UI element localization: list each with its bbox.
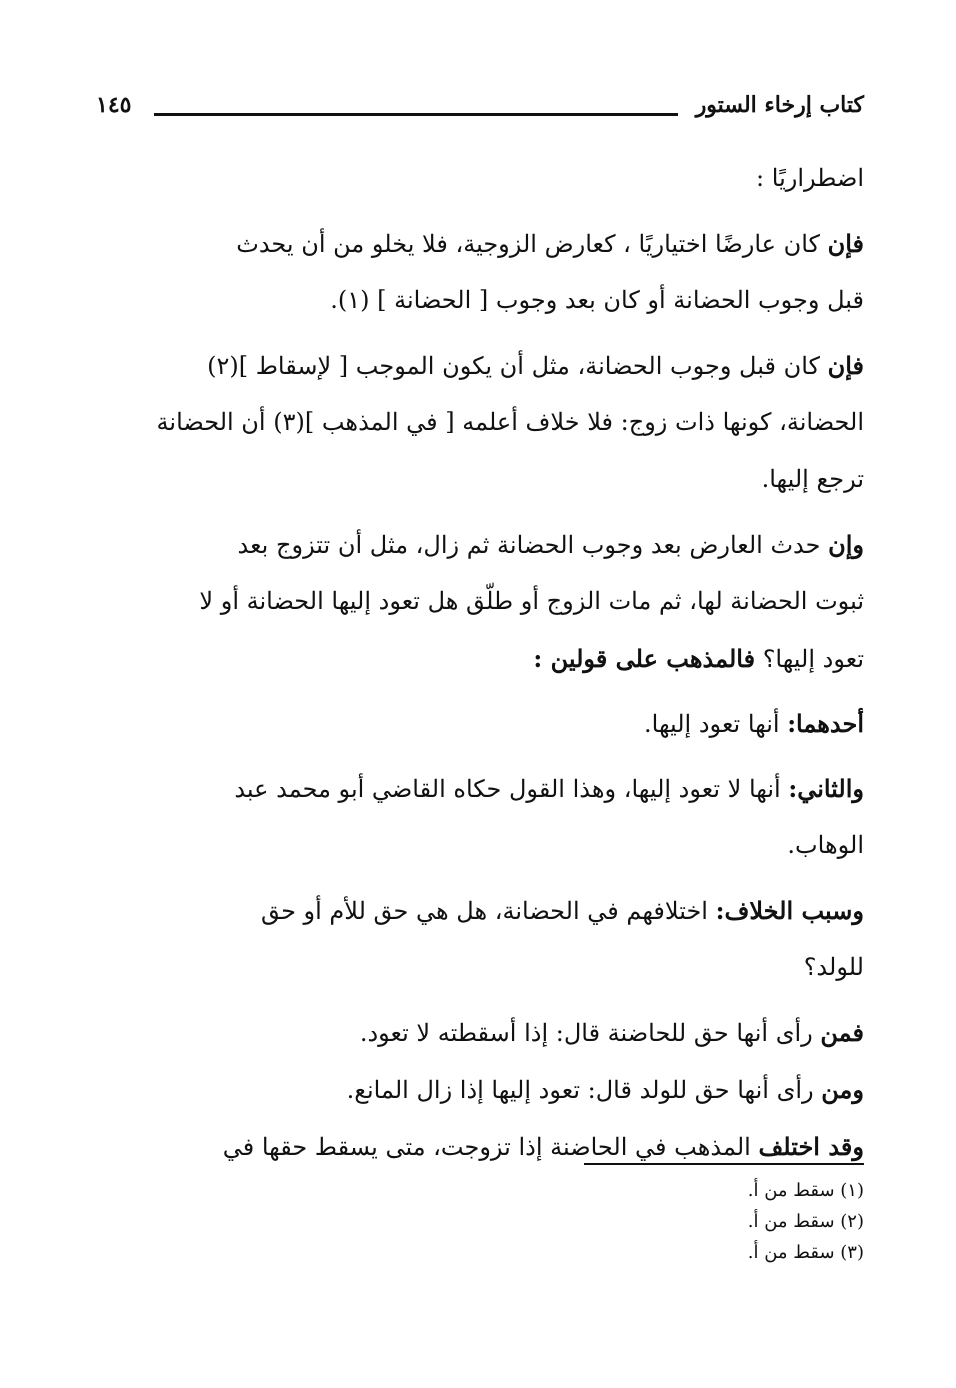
text-line: وسبب الخلاف: اختلافهم في الحضانة، هل هي حق للأم أو حق [261, 896, 864, 925]
text-line: ثبوت الحضانة لها، ثم مات الزوج أو طلّق هل تعود إليها الحضانة أو لا [199, 587, 864, 615]
text-line: ومن رأى أنها حق للولد قال: تعود إليها إذا زال المانع. [346, 1075, 864, 1104]
paragraph-lead: أحدهما: [787, 709, 864, 738]
text-line: قبل وجوب الحضانة أو كان بعد وجوب [ الحضانة ] (١). [330, 286, 864, 314]
text-line: وإن حدث العارض بعد وجوب الحضانة ثم زال، مثل أن تتزوج بعد [237, 530, 864, 559]
footnotes [584, 1175, 864, 1268]
paragraph-lead: فمن [820, 1018, 864, 1047]
running-header [96, 92, 864, 132]
text-line: فمن رأى أنها حق للحاضنة قال: إذا أسقطته لا تعود. [359, 1018, 864, 1047]
text-line: فإن كان عارضًا اختياريًا ، كعارض الزوجية، فلا يخلو من أن يحدث [236, 229, 864, 258]
paragraph-lead: فإن [827, 351, 864, 380]
text-line: الحضانة، كونها ذات زوج: فلا خلاف أعلمه [ في المذهب ](٣) أن الحضانة [156, 408, 864, 436]
text-line: أحدهما: أنها تعود إليها. [644, 709, 864, 738]
footnote: (٣) سقط من أ. [747, 1242, 864, 1263]
footnote: (٢) سقط من أ. [747, 1211, 864, 1232]
header-rule [154, 113, 678, 116]
body-text [96, 150, 864, 1175]
footnote: (١) سقط من أ. [747, 1180, 864, 1201]
text-line: فإن كان قبل وجوب الحضانة، مثل أن يكون الموجب [ لإسقاط ](٢) [207, 351, 864, 380]
paragraph-lead: والثاني: [788, 774, 864, 803]
paragraph-lead: وقد اختلف [758, 1132, 864, 1161]
page-number: ١٤٥ [96, 92, 132, 118]
paragraph-lead: ومن [821, 1075, 864, 1104]
paragraph-lead: وإن [828, 530, 864, 559]
text-line: للولد؟ [803, 953, 864, 981]
book-title: كتاب إرخاء الستور [695, 92, 864, 118]
text-line: اضطراريًا : [756, 164, 864, 192]
text-line: ترجع إليها. [761, 465, 864, 493]
footnote-rule [584, 1163, 864, 1165]
text-line: تعود إليها؟ فالمذهب على قولين : [533, 644, 864, 673]
text-line: وقد اختلف المذهب في الحاضنة إذا تزوجت، متى يسقط حقها في [222, 1132, 864, 1161]
paragraph-lead: وسبب الخلاف: [715, 896, 864, 925]
text-line: الوهاب. [787, 831, 864, 859]
paragraph-lead: فإن [827, 229, 864, 258]
text-line: والثاني: أنها لا تعود إليها، وهذا القول حكاه القاضي أبو محمد عبد [234, 774, 864, 803]
paragraph-tail: فالمذهب على قولين : [533, 644, 756, 673]
